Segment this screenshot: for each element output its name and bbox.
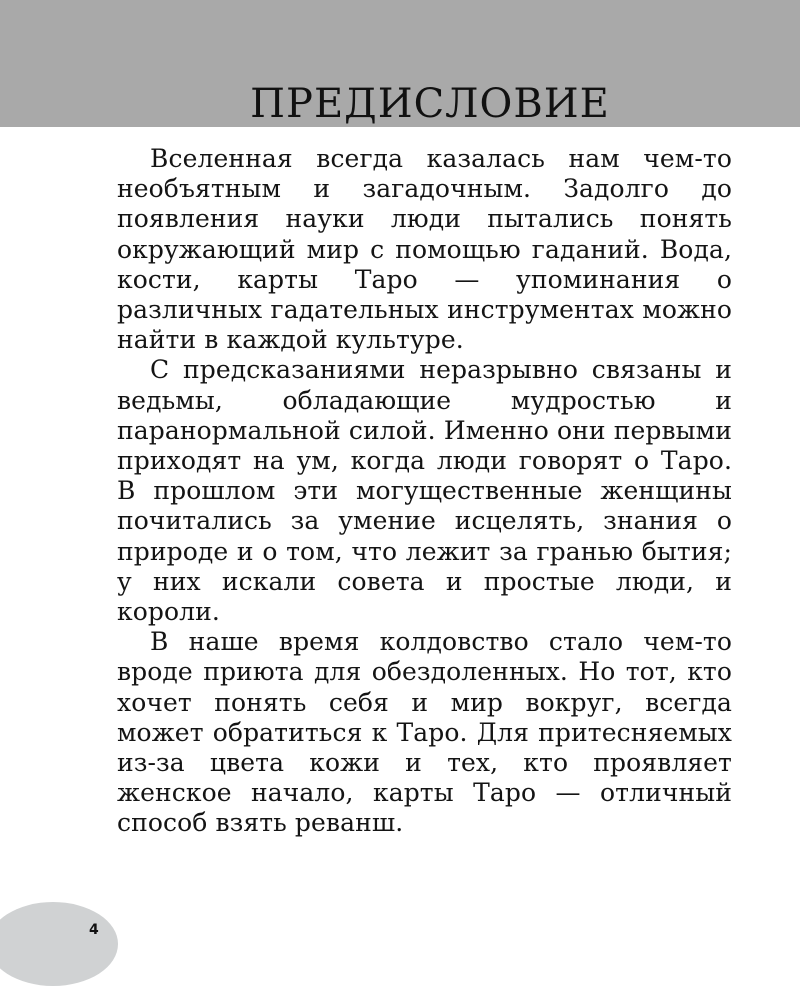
body-text [117, 144, 732, 839]
paragraph-2: С предсказаниями неразрывно связаны и ведьмы, обладающие мудростью и паранормальной силой. Именно они первыми приходят на ум, когда люди говорят о Таро. В прошлом эти могущественные женщины почитались за умение исцелять, знания о природе и о том, что лежит за гранью бытия; у них искали совета и простые люди, и короли. [117, 355, 732, 627]
paragraph-1: Вселенная всегда казалась нам чем-то необъятным и загадочным. Задолго до появления науки люди пытались понять окружающий мир с помощью гаданий. Вода, кости, карты Таро — упоминания о различных гадательных инструментах можно найти в каждой культуре. [117, 144, 732, 355]
page-number: 4 [89, 922, 99, 938]
paragraph-3: В наше время колдовство стало чем-то вроде приюта для обездоленных. Но тот, кто хочет понять себя и мир вокруг, всегда может обратиться к Таро. Для притесняемых из-за цвета кожи и тех, кто проявляет женское начало, карты Таро — отличный способ взять реванш. [117, 627, 732, 838]
page-number-badge [0, 902, 118, 986]
page-title: ПРЕДИСЛОВИЕ [250, 81, 610, 127]
